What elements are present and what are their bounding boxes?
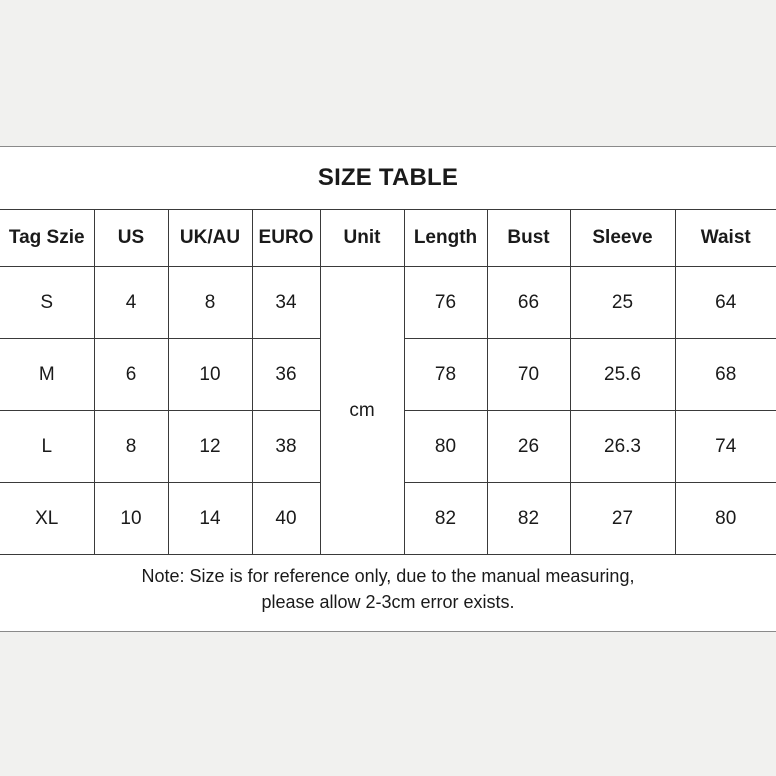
cell-sleeve: 25 [570, 267, 675, 339]
cell-us: 6 [94, 339, 168, 411]
size-table-title: SIZE TABLE [317, 164, 459, 191]
cell-tag: S [0, 267, 94, 339]
note-line-2: please allow 2-3cm error exists. [261, 592, 515, 612]
header-bust: Bust [487, 210, 570, 267]
cell-length: 80 [404, 411, 487, 483]
cell-euro: 40 [252, 483, 320, 555]
header-waist: Waist [675, 210, 776, 267]
header-uk-au: UK/AU [168, 210, 252, 267]
size-table [0, 209, 776, 555]
table-row [0, 267, 776, 339]
cell-bust: 82 [487, 483, 570, 555]
cell-euro: 38 [252, 411, 320, 483]
cell-us: 10 [94, 483, 168, 555]
cell-bust: 26 [487, 411, 570, 483]
header-us: US [94, 210, 168, 267]
cell-waist: 74 [675, 411, 776, 483]
cell-uk-au: 8 [168, 267, 252, 339]
cell-sleeve: 25.6 [570, 339, 675, 411]
cell-euro: 36 [252, 339, 320, 411]
cell-uk-au: 14 [168, 483, 252, 555]
cell-waist: 80 [675, 483, 776, 555]
table-header-row [0, 210, 776, 267]
cell-length: 82 [404, 483, 487, 555]
header-sleeve: Sleeve [570, 210, 675, 267]
cell-tag: XL [0, 483, 94, 555]
cell-tag: M [0, 339, 94, 411]
cell-us: 4 [94, 267, 168, 339]
cell-length: 78 [404, 339, 487, 411]
cell-uk-au: 12 [168, 411, 252, 483]
cell-waist: 68 [675, 339, 776, 411]
note-line-1: Note: Size is for reference only, due to the manual measuring, [141, 566, 635, 586]
cell-bust: 66 [487, 267, 570, 339]
cell-waist: 64 [675, 267, 776, 339]
cell-us: 8 [94, 411, 168, 483]
cell-sleeve: 27 [570, 483, 675, 555]
cell-bust: 70 [487, 339, 570, 411]
cell-uk-au: 10 [168, 339, 252, 411]
cell-sleeve: 26.3 [570, 411, 675, 483]
measurement-note [0, 563, 776, 615]
header-tag-size: Tag Szie [0, 210, 94, 267]
header-length: Length [404, 210, 487, 267]
header-euro: EURO [252, 210, 320, 267]
header-unit: Unit [320, 210, 404, 267]
cell-unit: cm [320, 267, 404, 555]
cell-euro: 34 [252, 267, 320, 339]
cell-length: 76 [404, 267, 487, 339]
cell-tag: L [0, 411, 94, 483]
size-chart-sheet [0, 146, 776, 632]
